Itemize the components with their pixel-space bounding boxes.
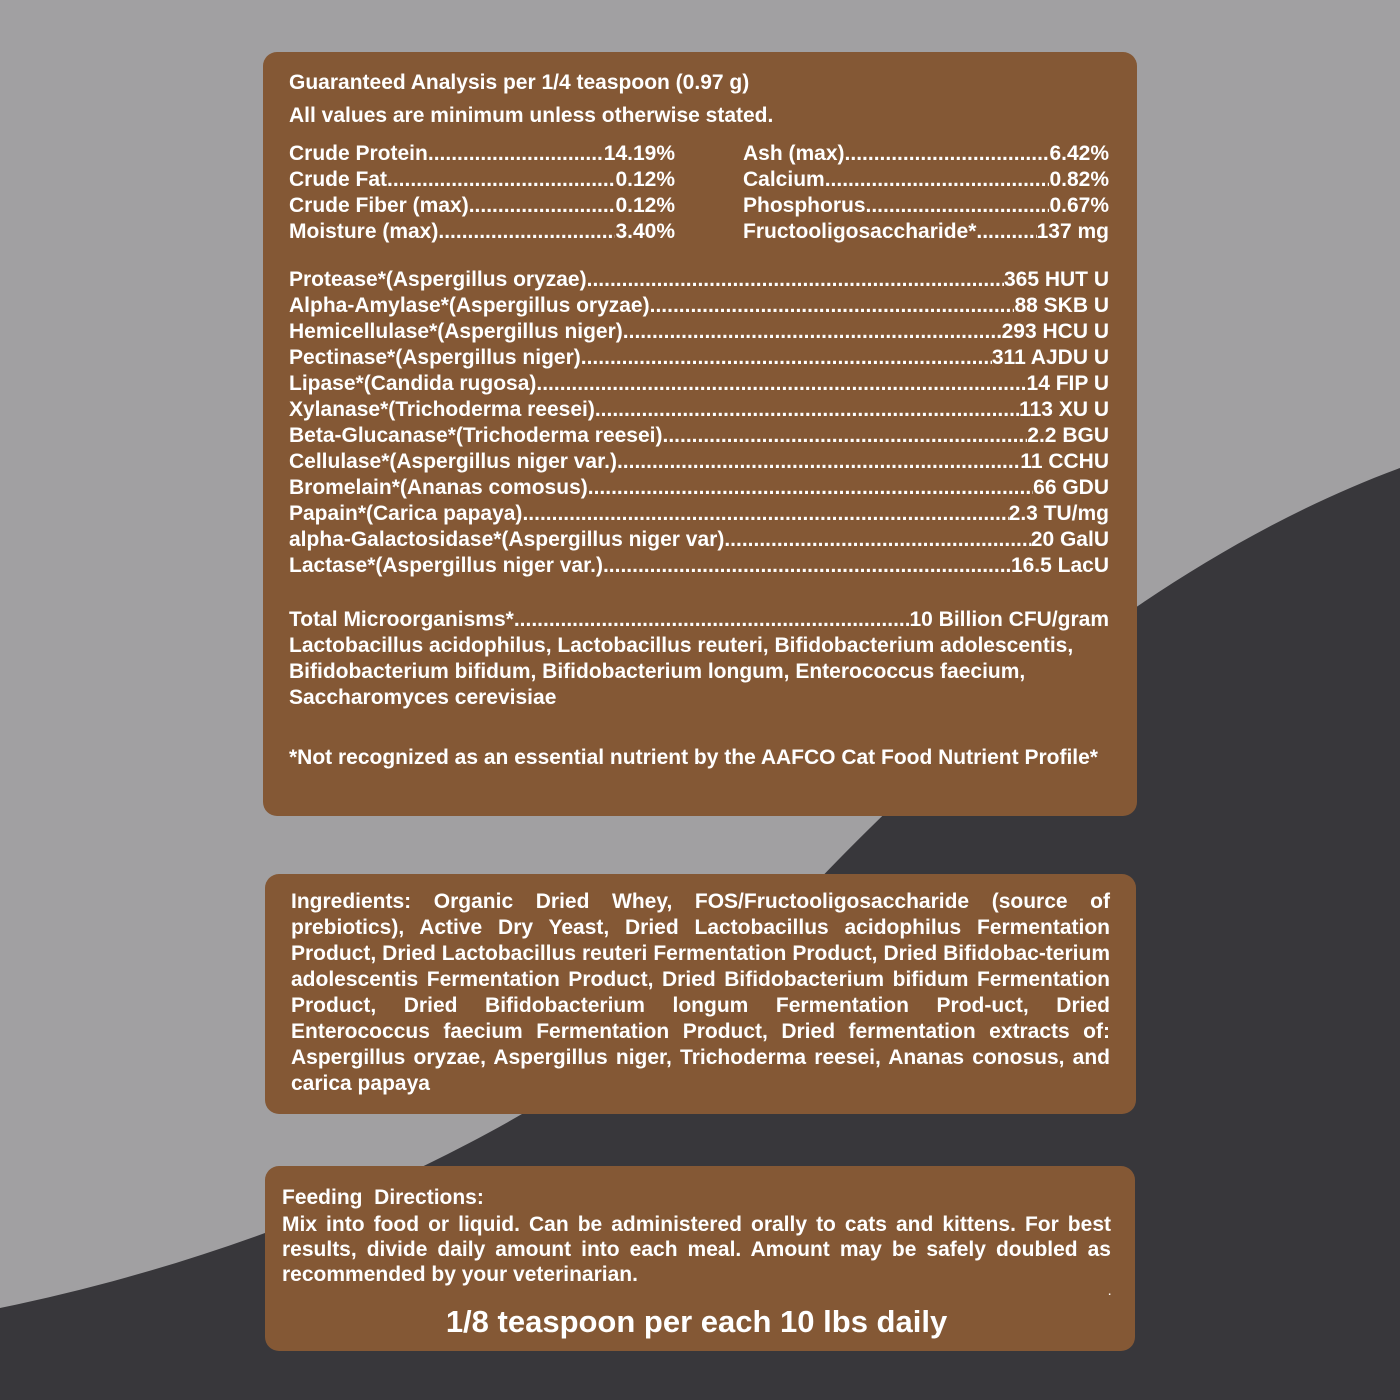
nutrient-columns [289,141,1109,245]
nutrient-row: Calcium ..... 0.82% [743,167,1109,193]
enzyme-row: Papain*(Carica papaya) ..... 2.3 TU/mg [289,501,1109,527]
enzyme-row: Lipase*(Candida rugosa) ..... 14 FIP U [289,371,1109,397]
nutrient-row: Crude Fat ..... 0.12% [289,167,675,193]
nutrient-row: Moisture (max) ..... 3.40% [289,219,675,245]
feeding-directions-panel [265,1166,1135,1351]
nutrient-column-left [289,141,675,245]
feeding-text: Mix into food or liquid. Can be administered orally to cats and kittens. For best results, divide daily amount into each meal. Amount may be safely doubled as recommended by your veterinarian. [282,1213,1111,1286]
enzyme-row: Beta-Glucanase*(Trichoderma reesei) ..... 2.2 BGU [289,423,1109,449]
analysis-title: Guaranteed Analysis per 1/4 teaspoon (0.97 g) [289,71,750,94]
analysis-subtitle: All values are minimum unless otherwise stated. [289,104,774,127]
guaranteed-analysis-panel [263,52,1137,816]
nutrient-row: Crude Fiber (max) ..... 0.12% [289,193,675,219]
nutrient-row: Fructooligosaccharide* ..... 137 mg [743,219,1109,245]
enzyme-row: Alpha-Amylase*(Aspergillus oryzae) ..... 88 SKB U [289,293,1109,319]
nutrient-row: Ash (max) ..... 6.42% [743,141,1109,167]
enzyme-row: Bromelain*(Ananas comosus) ..... 66 GDU [289,475,1109,501]
enzyme-row: Pectinase*(Aspergillus niger) ..... 311 AJDU U [289,345,1109,371]
feeding-dose: 1/8 teaspoon per each 10 lbs daily [445,1304,948,1339]
ingredients-text: Ingredients: Organic Dried Whey, FOS/Fructooligosaccharide (source of prebiotics), Active Dry Yeast, Dried Lactobacillus acidophilus Fermentation Product, Dried Lactobacillus reuteri Fermentation Product, Dried Bifidobac-terium adolescentis Fermentation Product, Dried Bifidobacterium bifidum Fermentation Product, Dried Bifidobacterium longum Fermentation Prod-uct, Dried Enterococcus faecium Fermentation Product, Dried fermentation extracts of: Aspergillus oryzae, Aspergillus niger, Trichoderma reesei, Ananas conosus, and carica papaya [291,890,1110,1095]
microorganism-strains: Lactobacillus acidophilus, Lactobacillus reuteri, Bifidobacterium adolescentis, Bifidobacterium bifidum, Bifidobacterium longum, Enterococcus faecium, Saccharomyces cerevisiae [289,634,1074,709]
feeding-title: Feeding Directions: [282,1186,484,1209]
ingredients-panel [265,874,1136,1114]
enzyme-row: alpha-Galactosidase*(Aspergillus niger var) ..... 20 GalU [289,527,1109,553]
enzyme-row: Lactase*(Aspergillus niger var.) ..... 16.5 LacU [289,553,1109,579]
nutrient-column-right [743,141,1109,245]
stray-dot-mark: . [1108,1287,1111,1298]
enzyme-row: Hemicellulase*(Aspergillus niger) ..... 293 HCU U [289,319,1109,345]
enzyme-row: Cellulase*(Aspergillus niger var.) ..... 11 CCHU [289,449,1109,475]
aafco-footnote: *Not recognized as an essential nutrient by the AAFCO Cat Food Nutrient Profile* [289,746,1098,769]
nutrient-row: Crude Protein ..... 14.19% [289,141,675,167]
microorganisms-total-row: Total Microorganisms* ..... 10 Billion CFU/gram [289,607,1109,633]
nutrient-row: Phosphorus ..... 0.67% [743,193,1109,219]
microorganisms-section [289,607,1109,711]
enzyme-row: Xylanase*(Trichoderma reesei) ..... 113 XU U [289,397,1109,423]
enzyme-list [289,267,1109,579]
enzyme-row: Protease*(Aspergillus oryzae) ..... 365 HUT U [289,267,1109,293]
